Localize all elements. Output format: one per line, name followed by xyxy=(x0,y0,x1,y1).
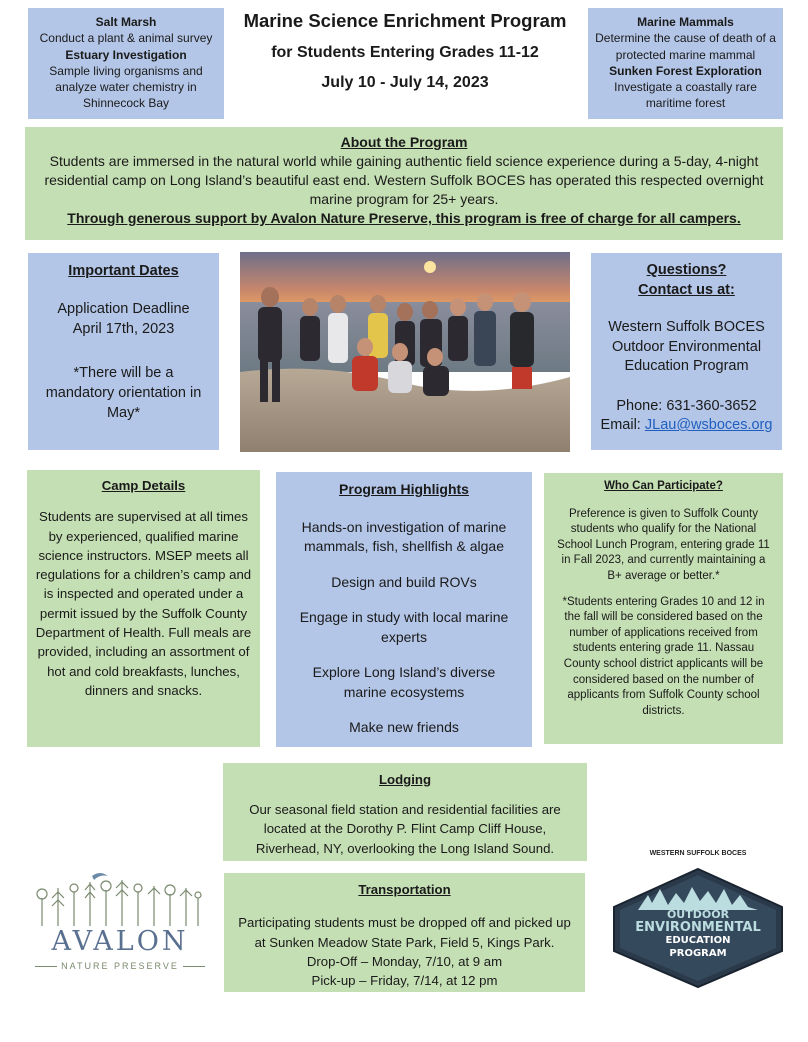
contact-email-row xyxy=(597,416,776,436)
eligibility-box xyxy=(544,473,783,744)
title-line2: for Students Entering Grades 11-12 xyxy=(271,44,539,61)
lodging-box xyxy=(223,763,587,861)
title-line1: Marine Science Enrichment Program xyxy=(243,10,567,31)
activities-box-right xyxy=(588,8,783,119)
contact-subheading: Contact us at: xyxy=(638,281,735,298)
camp-details-box xyxy=(27,470,260,747)
highlight-item: Explore Long Island’s diverse marine ecosystems xyxy=(312,664,496,700)
highlight-item: Hands-on investigation of marine mammals, fish, shellfish & algae xyxy=(301,518,507,554)
who-heading: Who Can Participate? xyxy=(604,480,723,492)
about-section xyxy=(25,127,783,240)
transportation-box xyxy=(224,873,585,992)
lodging-heading: Lodging xyxy=(379,772,431,787)
deadline-date: April 17th, 2023 xyxy=(72,321,175,337)
bird-icon xyxy=(92,873,108,880)
email-label: Email: xyxy=(600,417,645,433)
group-photo xyxy=(240,252,570,452)
about-support: Through generous support by Avalon Nature Preserve, this program is free of charge for all campers. xyxy=(67,210,741,226)
activity-heading: Sunken Forest Exploration xyxy=(609,63,762,78)
camp-body: Students are supervised at all times by experienced, qualified marine science instructors. MSEP meets all regulations for a children’s camp and is inspected and operated under a permit issued by the Suffolk County Department of Health. Full meals are provided, including an assortment of hot and cold breakfasts, lunches, dinners and snacks. xyxy=(35,509,252,698)
avalon-name: AVALON xyxy=(51,926,189,957)
highlight-item: Design and build ROVs xyxy=(331,573,477,590)
contact-box xyxy=(591,253,782,450)
contact-phone: Phone: 631-360-3652 xyxy=(616,397,757,414)
dates-heading: Important Dates xyxy=(68,263,179,279)
boces-logo xyxy=(608,850,788,990)
activities-box-left xyxy=(28,8,224,119)
activity-heading: Estuary Investigation xyxy=(65,47,187,62)
transport-dropoff: Drop-Off – Monday, 7/10, at 9 am xyxy=(306,953,503,969)
lodging-body: Our seasonal field station and residential facilities are located at the Dorothy P. Flint Camp Cliff House, Riverhead, NY, overlooking the Long Island Sound. xyxy=(249,801,561,856)
boces-line1: OUTDOOR xyxy=(666,908,730,921)
avalon-subtitle xyxy=(30,961,210,971)
who-preference: Preference is given to Suffolk County students who qualify for the National School Lunch Program, entering grade 11 in Fall 2023, and currently maintaining a B+ average or better.* xyxy=(557,507,770,582)
activity-text: Investigate a coastally rare maritime forest xyxy=(614,80,757,111)
group-photo-image xyxy=(240,252,570,452)
boces-line2: ENVIRONMENTAL xyxy=(635,920,761,935)
activity-text: Sample living organisms and analyze water chemistry in Shinnecock Bay xyxy=(49,63,203,111)
contact-program: Outdoor Environmental Education Program xyxy=(611,338,762,374)
program-highlights-box xyxy=(276,472,532,747)
contact-org: Western Suffolk BOCES xyxy=(608,319,765,335)
about-body: Students are immersed in the natural world while gaining authentic field science experience during a 5-day, 4-night residential camp on Long Island’s beautiful east end. Western Suffolk BOCES has operated this respected overnight marine program for 25+ years. xyxy=(44,153,764,207)
avalon-logo xyxy=(30,868,210,978)
important-dates-box xyxy=(28,253,219,450)
highlights-heading: Program Highlights xyxy=(339,481,469,497)
program-title xyxy=(232,8,578,94)
about-heading: About the Program xyxy=(340,134,468,150)
activity-text: Conduct a plant & animal survey xyxy=(39,31,213,46)
activity-heading: Marine Mammals xyxy=(637,15,734,29)
deadline-label: Application Deadline xyxy=(57,301,190,317)
transport-heading: Transportation xyxy=(358,882,451,897)
who-note: *Students entering Grades 10 and 12 in the fall will be considered based on the number of applications received from students entering grade 11. Nassau County school district applicants will be considered based on the number of applicants from Suffolk County school districts. xyxy=(562,595,765,717)
highlight-item: Engage in study with local marine experts xyxy=(299,609,509,645)
boces-line3: EDUCATION xyxy=(665,935,731,946)
activity-heading: Salt Marsh xyxy=(95,15,157,29)
highlight-item: Make new friends xyxy=(349,719,459,735)
activity-text: Determine the cause of death of a protected marine mammal xyxy=(595,31,776,62)
orientation-note: *There will be a mandatory orientation in May* xyxy=(45,365,202,421)
contact-heading: Questions? xyxy=(646,262,727,278)
title-dates: July 10 - July 14, 2023 xyxy=(321,74,489,91)
boces-top-label: WESTERN SUFFOLK BOCES xyxy=(649,850,747,857)
transport-pickup: Pick-up – Friday, 7/14, at 12 pm xyxy=(311,973,498,989)
transport-body: Participating students must be dropped off and picked up at Sunken Meadow State Park, Field 5, Kings Park. xyxy=(238,915,571,950)
avalon-sub-text: NATURE PRESERVE xyxy=(61,961,179,971)
boces-line4: PROGRAM xyxy=(669,948,727,959)
email-link[interactable]: JLau@wsboces.org xyxy=(644,417,773,433)
camp-heading: Camp Details xyxy=(101,478,186,493)
